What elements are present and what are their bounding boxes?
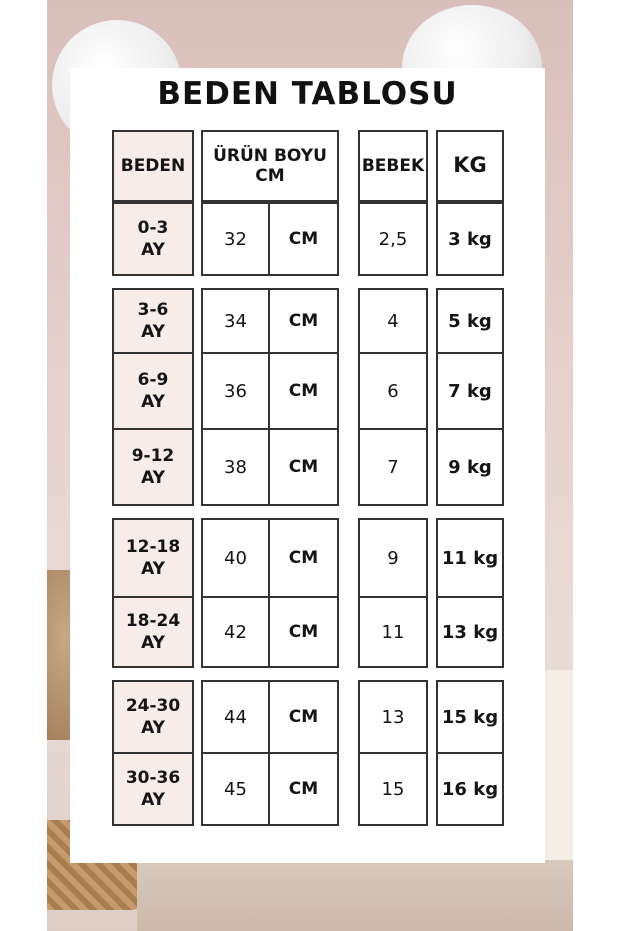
row-beden: 3-6 AY bbox=[112, 288, 194, 354]
row-boy: 34 bbox=[201, 288, 270, 354]
row-unit: CM bbox=[268, 518, 339, 598]
header-kg: KG bbox=[436, 130, 504, 202]
row-beden: 6-9 AY bbox=[112, 352, 194, 430]
header-urun-boyu: ÜRÜN BOYU CM bbox=[201, 130, 339, 202]
row-unit: CM bbox=[268, 352, 339, 430]
row-beden: 9-12 AY bbox=[112, 428, 194, 506]
row-unit: CM bbox=[268, 680, 339, 754]
row-kg: 3 kg bbox=[436, 202, 504, 276]
row-unit: CM bbox=[268, 596, 339, 668]
size-chart-card bbox=[70, 68, 545, 863]
row-unit: CM bbox=[268, 202, 339, 276]
row-bebek: 6 bbox=[358, 352, 428, 430]
rug bbox=[137, 860, 573, 931]
row-beden: 24-30 AY bbox=[112, 680, 194, 754]
row-kg: 11 kg bbox=[436, 518, 504, 598]
header-beden: BEDEN bbox=[112, 130, 194, 202]
row-beden: 30-36 AY bbox=[112, 752, 194, 826]
row-unit: CM bbox=[268, 288, 339, 354]
row-bebek: 11 bbox=[358, 596, 428, 668]
row-kg: 15 kg bbox=[436, 680, 504, 754]
row-beden: 0-3 AY bbox=[112, 202, 194, 276]
row-beden: 12-18 AY bbox=[112, 518, 194, 598]
row-kg: 16 kg bbox=[436, 752, 504, 826]
row-bebek: 2,5 bbox=[358, 202, 428, 276]
row-bebek: 7 bbox=[358, 428, 428, 506]
row-unit: CM bbox=[268, 752, 339, 826]
row-bebek: 9 bbox=[358, 518, 428, 598]
row-kg: 13 kg bbox=[436, 596, 504, 668]
row-boy: 38 bbox=[201, 428, 270, 506]
row-kg: 7 kg bbox=[436, 352, 504, 430]
chart-title: BEDEN TABLOSU bbox=[157, 76, 458, 112]
row-unit: CM bbox=[268, 428, 339, 506]
row-boy: 32 bbox=[201, 202, 270, 276]
row-bebek: 4 bbox=[358, 288, 428, 354]
row-bebek: 15 bbox=[358, 752, 428, 826]
row-boy: 40 bbox=[201, 518, 270, 598]
row-bebek: 13 bbox=[358, 680, 428, 754]
row-boy: 44 bbox=[201, 680, 270, 754]
row-kg: 5 kg bbox=[436, 288, 504, 354]
header-bebek: BEBEK bbox=[358, 130, 428, 202]
row-boy: 36 bbox=[201, 352, 270, 430]
row-kg: 9 kg bbox=[436, 428, 504, 506]
row-boy: 45 bbox=[201, 752, 270, 826]
row-boy: 42 bbox=[201, 596, 270, 668]
row-beden: 18-24 AY bbox=[112, 596, 194, 668]
